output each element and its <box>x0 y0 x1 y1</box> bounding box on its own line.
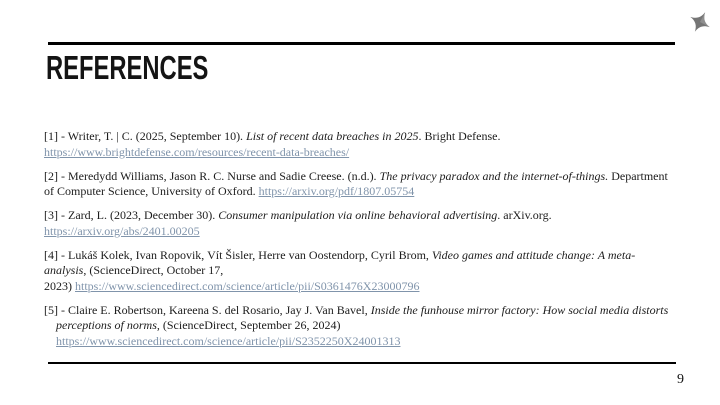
references-list <box>44 129 676 358</box>
reference-text: (ScienceDirect, September 26, 2024) <box>159 318 341 332</box>
paper-plane-icon <box>689 11 711 33</box>
reference-item <box>44 208 676 239</box>
page-number: 9 <box>677 372 684 387</box>
reference-text: [4] - Lukáš Kolek, Ivan Ropovik, Vít Šisler, Herre van Oostendorp, Cyril Brom, <box>44 247 432 262</box>
reference-item <box>44 169 676 200</box>
reference-text: . arXiv.org. <box>497 208 552 222</box>
reference-work-title: Video games and attitude change: A meta-analysis <box>44 247 636 277</box>
reference-text: [1] - Writer, T. | C. (2025, September 10). <box>44 129 247 143</box>
reference-link[interactable]: https://arxiv.org/pdf/1807.05754 <box>258 184 415 198</box>
bottom-divider <box>48 362 676 364</box>
reference-text: [3] - Zard, L. (2023, December 30). <box>44 208 219 222</box>
reference-item <box>44 303 676 350</box>
reference-text: [5] - Claire E. Robertson, Kareena S. del Rosario, Jay J. Van Bavel, <box>44 302 371 317</box>
reference-text: Department of Computer Science, University of Oxford. <box>44 168 668 198</box>
reference-text: [2] - Meredydd Williams, Jason R. C. Nurse and Sadie Creese. (n.d.). <box>44 168 380 183</box>
reference-text: 2023) <box>44 278 75 293</box>
reference-item <box>44 248 676 295</box>
reference-text: . Bright Defense. <box>418 129 501 143</box>
reference-link[interactable]: https://www.sciencedirect.com/science/article/pii/S2352250X24001313 <box>56 333 401 348</box>
reference-link[interactable]: https://www.sciencedirect.com/science/article/pii/S0361476X23000796 <box>75 278 420 293</box>
reference-work-title: Consumer manipulation via online behavioral advertising <box>218 208 498 222</box>
reference-work-title: Inside the funhouse mirror factory: How social media distorts perceptions of norms, <box>56 302 669 332</box>
reference-text: , (ScienceDirect, October 17, <box>83 263 224 277</box>
reference-work-title: The privacy paradox and the internet-of-things. <box>379 168 609 183</box>
reference-link[interactable]: https://www.brightdefense.com/resources/recent-data-breaches/ <box>44 144 350 159</box>
page-title: REFERENCES <box>46 49 209 86</box>
top-divider <box>48 42 675 45</box>
reference-work-title: List of recent data breaches in 2025 <box>246 129 419 143</box>
reference-link[interactable]: https://arxiv.org/abs/2401.00205 <box>44 223 200 238</box>
reference-item <box>44 129 676 160</box>
